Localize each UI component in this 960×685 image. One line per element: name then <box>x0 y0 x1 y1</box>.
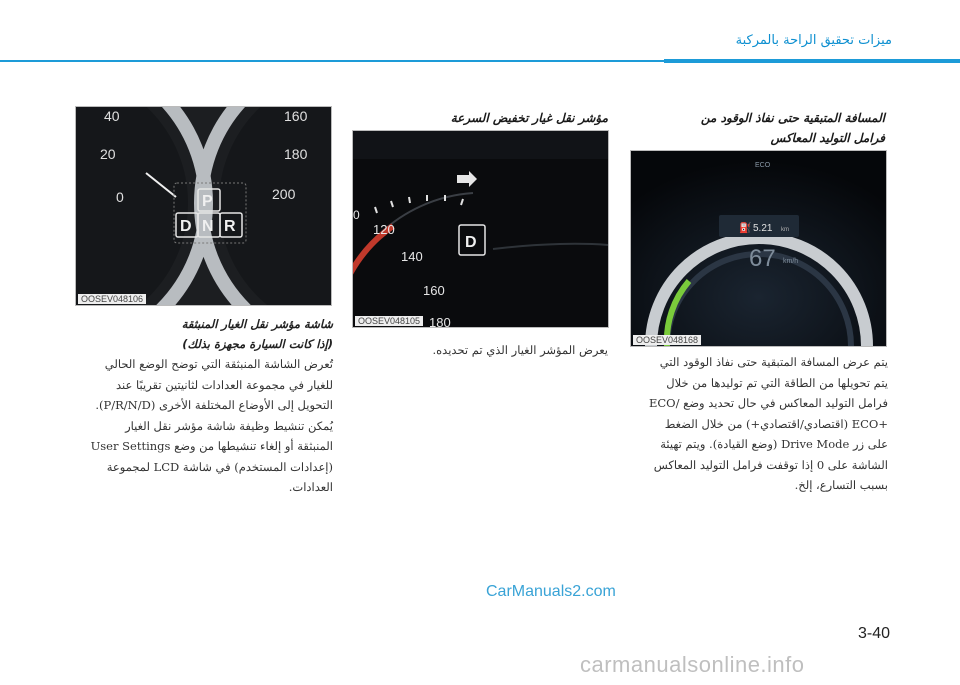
left-figure-code: OOSEV048106 <box>78 294 146 304</box>
left-subhead-line1: شاشة مؤشر نقل الغيار المنبثقة <box>181 317 333 331</box>
footer-watermark: carmanualsonline.info <box>580 652 805 677</box>
right-figure-code: OOSEV048168 <box>633 335 701 345</box>
left-paragraph-line: (إعدادات المستخدم) في شاشة LCD لمجموعة <box>106 459 333 474</box>
page-header <box>0 0 960 58</box>
right-heading-line2: فرامل التوليد المعاكس <box>770 131 885 145</box>
speed-label: 40 <box>104 108 120 124</box>
right-paragraph-line: فرامل التوليد المعاكس في حال تحديد وضع /ECO <box>648 396 888 410</box>
gear-d: D <box>180 218 192 235</box>
svg-text:⛽: ⛽ <box>739 223 752 234</box>
right-paragraph-line: بسبب التسارع، إلخ. <box>794 478 888 492</box>
gear-indicator: D <box>465 234 477 251</box>
shift-indicator-illustration <box>353 131 608 327</box>
right-paragraph-line: يتم تحويلها من الطاقة التي تم توليدها من خلال <box>666 375 888 390</box>
section-title: ميزات تحقيق الراحة بالمركبة <box>735 33 892 48</box>
gear-r: R <box>224 218 236 235</box>
eco-mode-label: ECO <box>755 162 771 169</box>
popup-shift-illustration <box>76 107 331 305</box>
left-paragraph-line: المنبثقة أو إلغاء تنشيطها من وضع User Settings <box>90 439 333 453</box>
middle-figure-code: OOSEV048105 <box>355 316 423 326</box>
right-paragraph-line: الشاشة على 0 إذا توقفت فرامل التوليد المعاكس <box>653 457 888 472</box>
right-paragraph-line: يتم عرض المسافة المتبقية حتى نفاذ الوقود التي <box>659 355 888 369</box>
right-paragraph-line: على زر Drive Mode (وضع القيادة). ويتم تهيئة <box>660 437 888 451</box>
left-paragraph-line: يُمكن تنشيط وظيفة شاشة مؤشر نقل الغيار <box>125 418 333 433</box>
right-heading-line1: المسافة المتبقية حتى نفاذ الوقود من <box>700 111 885 125</box>
page-number: 3-40 <box>857 625 890 642</box>
popup-shift-figure <box>75 106 332 306</box>
shift-indicator-figure <box>352 130 609 328</box>
range-gauge-illustration <box>631 151 886 346</box>
right-column <box>630 108 885 148</box>
speed-label: 200 <box>272 186 296 202</box>
left-paragraph-line: للغيار في مجموعة العدادات لثانيتين تقريبًا عند <box>116 377 333 392</box>
middle-paragraph <box>352 340 608 361</box>
tick-label: 180 <box>429 315 451 327</box>
tick-label: 120 <box>373 222 395 237</box>
speed-label: 0 <box>116 189 124 205</box>
tick-label: 160 <box>423 283 445 298</box>
speed-label: 160 <box>284 108 308 124</box>
range-unit: km <box>781 227 789 233</box>
left-paragraph-line: التحويل إلى الأوضاع المختلفة الأخرى (P/R/N/D). <box>95 398 333 412</box>
left-subhead-line2: (إذا كانت السيارة مجهزة بذلك) <box>182 337 333 351</box>
tick-label: 0 <box>353 208 360 222</box>
right-paragraph <box>630 352 888 496</box>
header-accent-bar <box>664 59 960 63</box>
left-paragraph <box>75 354 333 498</box>
range-gauge-figure <box>630 150 887 347</box>
gear-n: N <box>202 218 214 235</box>
left-paragraph-line: تُعرض الشاشة المنبثقة التي توضح الوضع الحالي <box>104 357 333 371</box>
left-paragraph-line: العدادات. <box>288 480 333 494</box>
left-subhead <box>75 314 333 354</box>
tick-label: 140 <box>401 249 423 264</box>
range-readout: 5.21 <box>753 223 773 234</box>
speed-readout: 67 <box>749 245 776 272</box>
watermark-link[interactable]: CarManuals2.com <box>486 583 616 600</box>
middle-heading: مؤشر نقل غيار تخفيض السرعة <box>450 111 608 125</box>
gear-p: P <box>202 193 213 210</box>
right-paragraph-line: +ECO (اقتصادي/اقتصادي+) من خلال الضغط <box>664 416 888 431</box>
middle-paragraph-line: يعرض المؤشر الغيار الذي تم تحديده. <box>432 343 608 357</box>
speed-label: 180 <box>284 146 308 162</box>
speed-label: 20 <box>100 146 116 162</box>
speed-unit: km/h <box>783 258 799 265</box>
